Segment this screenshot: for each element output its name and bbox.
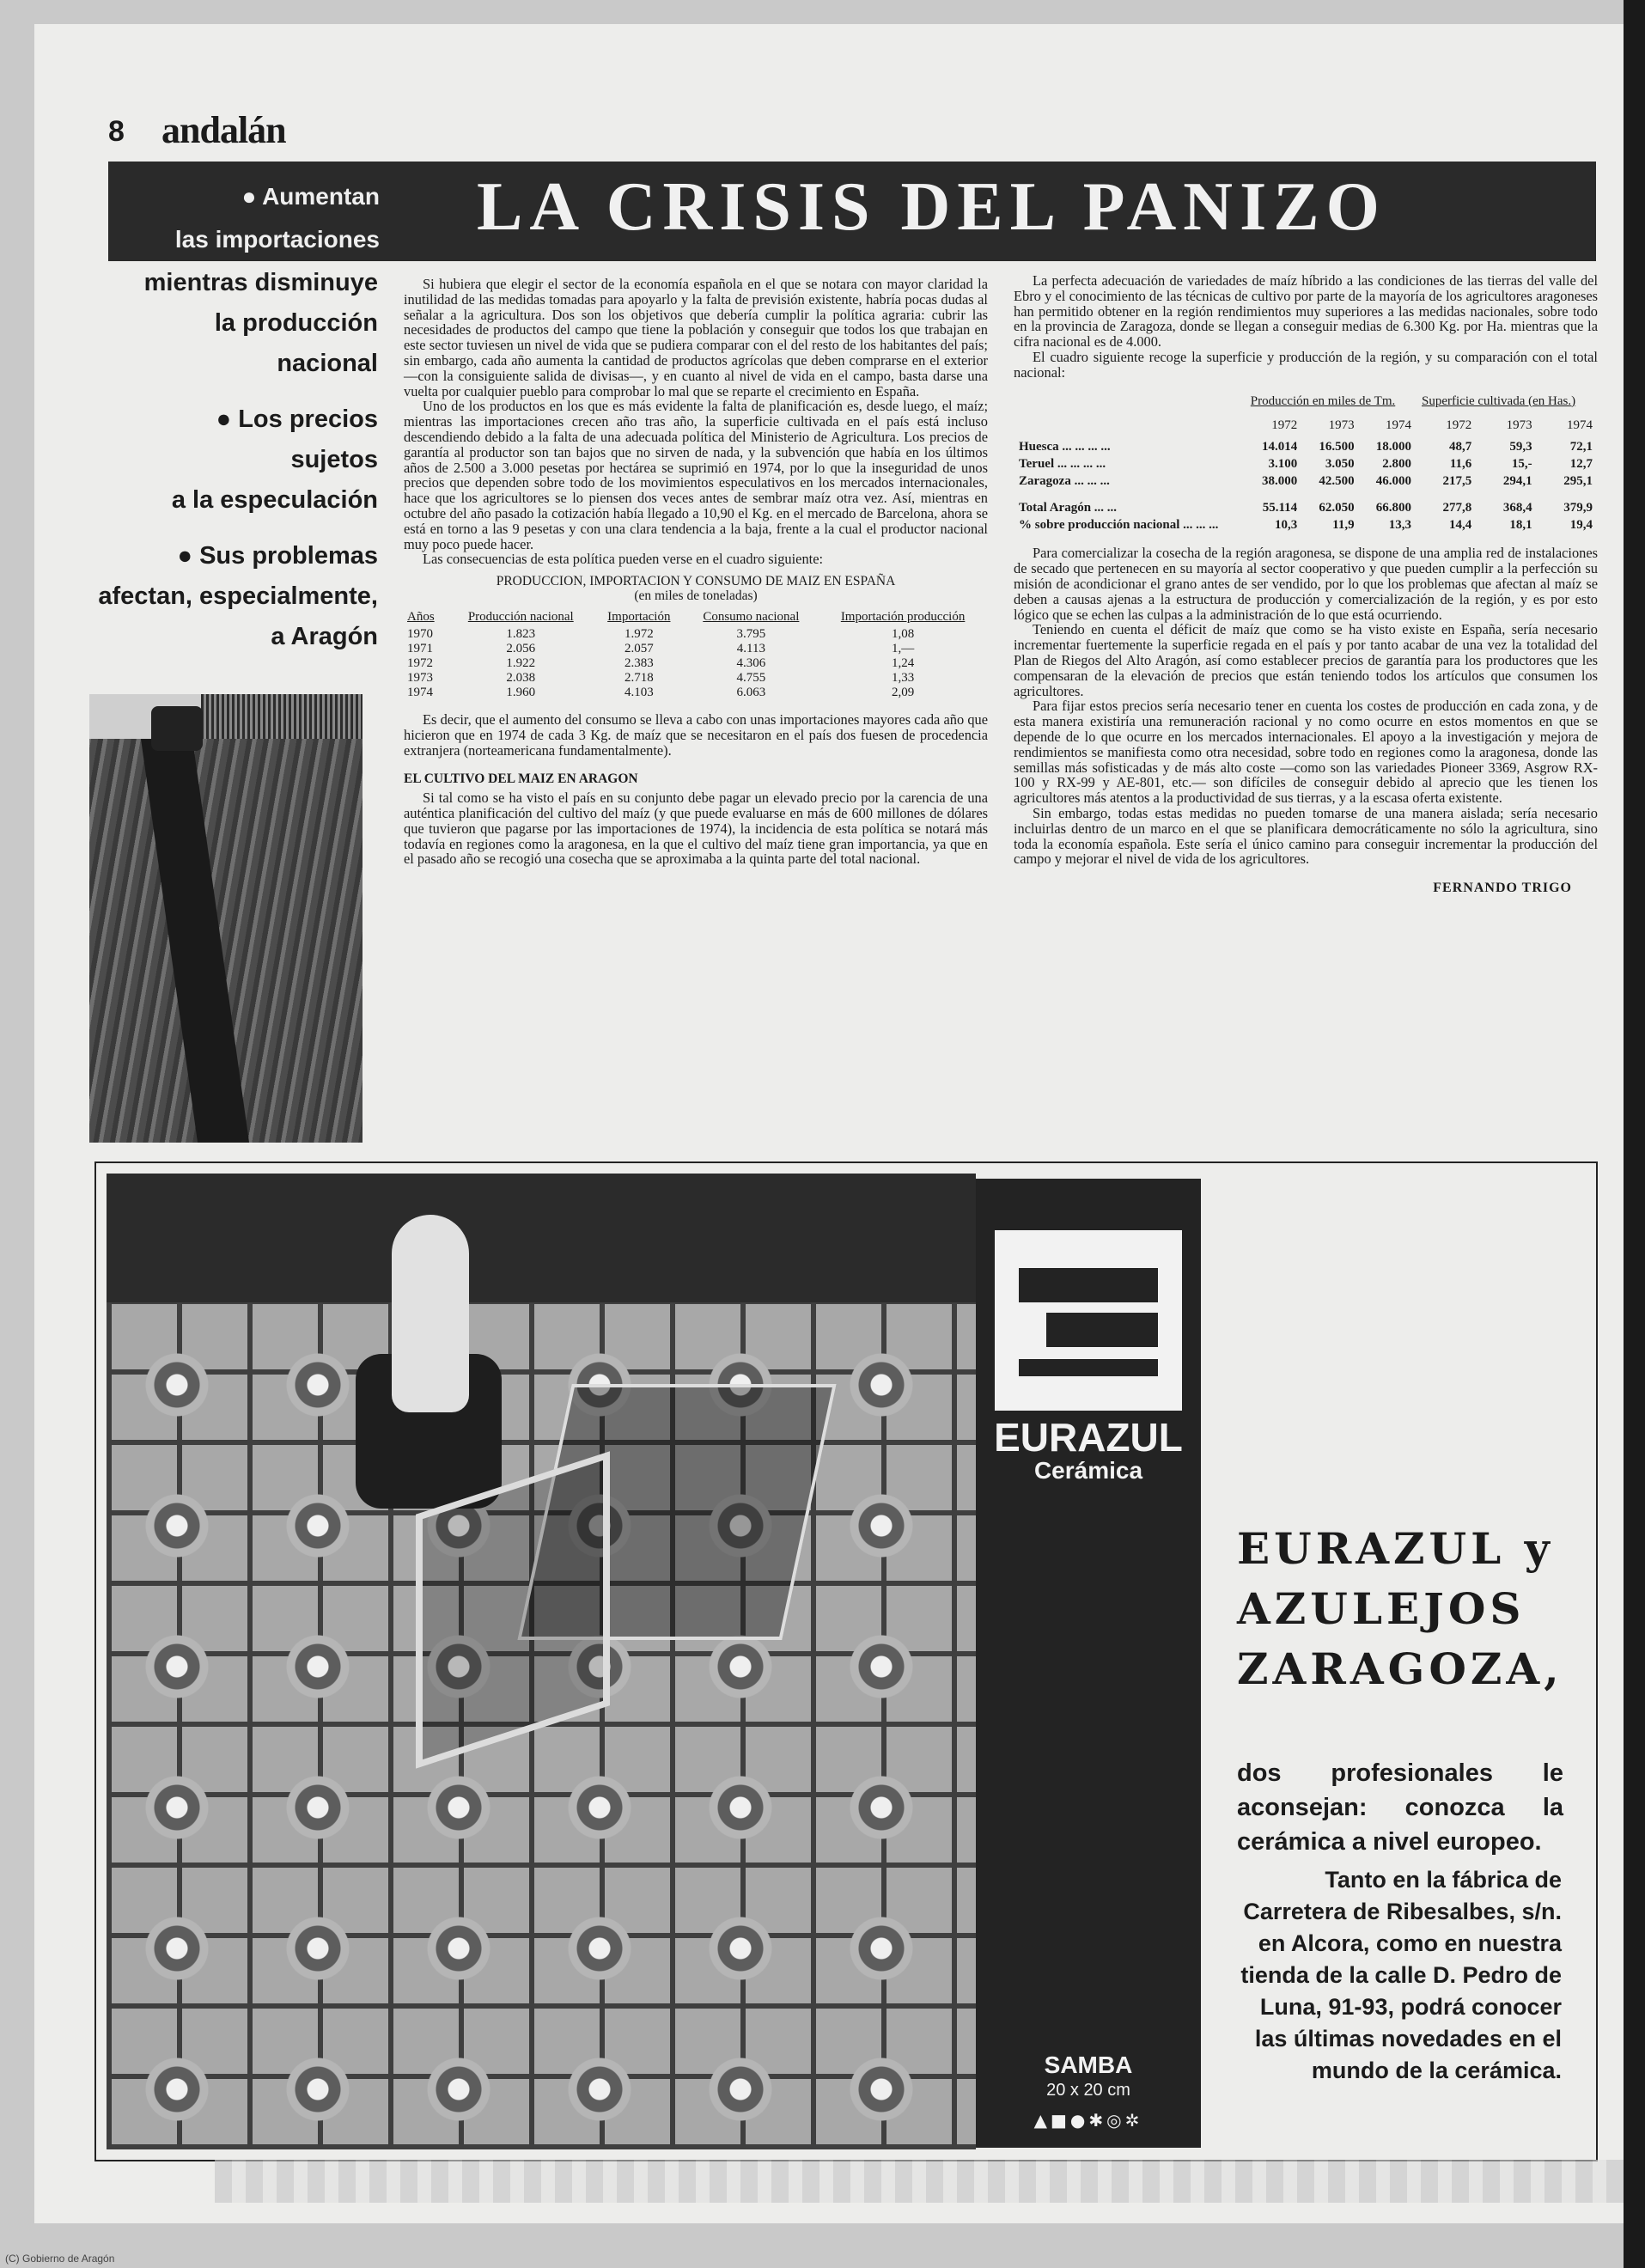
table1-header: Consumo nacional <box>703 610 800 625</box>
table-row: % sobre producción nacional ... ... ... 10,3 11,9 13,3 14,4 18,1 19,4 <box>1019 518 1593 533</box>
credit-line: (C) Gobierno de Aragón <box>5 2253 115 2265</box>
kicker-line-2: las importaciones <box>174 226 380 253</box>
article-title: LA CRISIS DEL PANIZO <box>477 169 1386 245</box>
ad-headline <box>1237 1519 1589 1699</box>
masthead: andalán <box>161 109 286 151</box>
sidebar-line: a Aragón <box>271 623 378 650</box>
paragraph: Para comercializar la cosecha de la región aragonesa, se dispone de una amplia red de instalaciones de secado que pertenecen en su mayoría al sector cooperativo y que pueden cumplir a la perfección su misión de acondicionar el grano antes de ser vendido, por lo que los problemas que afectan al maíz se deben a causas ajenas a la estructura de producción y comercialización de la región, y es por esto lógico que se echen las culpas a la administración de lo que está ocurriendo. <box>1014 545 1598 623</box>
article-column-2 <box>1014 273 1598 896</box>
paragraph: Teniendo en cuenta el déficit de maíz que como se ha visto existe en España, sería necesario incrementar fuertemente la superficie regada en el país y por tanto acabar de una vez la totalidad del Plan de Riegos del Alto Aragón, así como establecer precios de garantía para los productores que les compensaran de la elevación de precios que están teniendo todos los artículos que consumen los agricultores. <box>1014 621 1598 699</box>
sidebar-line: nacional <box>277 350 378 377</box>
article-column-1 <box>404 277 988 867</box>
table1-header: Producción nacional <box>467 610 574 625</box>
table-row: 1973 2.038 2.718 4.755 1,33 <box>407 670 915 685</box>
table1-title: PRODUCCION, IMPORTACION Y CONSUMO DE MAIZ EN ESPAÑA <box>496 574 896 589</box>
author-signature: FERNANDO TRIGO <box>1433 881 1572 896</box>
banner-kicker <box>108 175 380 261</box>
sidebar-line: a la especulación <box>171 486 378 514</box>
scan-bleed-strip <box>215 2160 1624 2203</box>
tile-size: 20 x 20 cm <box>1046 2081 1130 2100</box>
paragraph: Uno de los productos en los que es más evidente la falta de planificación es, desde luego, el maíz; mientras las importaciones crecen año tras año, la superficie cultivada en el país está incluso descendiendo debido a la falta de una adecuada política del Ministerio de Agricultura. Los precios de garantía al productor son tan bajos que no sirven de nada, y la subvención que había en los últimos años de 2.500 a 3.000 pesetas por hectárea se suprimió en 1974, por lo que la inseguridad de unos precios que dependen sobre todo de los movimientos especulativos en los mercados internacionales, hace que los agricultores se lo piensen dos veces antes de sembrar maíz otra vez. Así, mientras en octubre del año pasado la cotización había llegado a 10,90 el Kg. en el mercado de Barcelona, ahora se está en torno a las 9 pesetas y con una clara tendencia a la baja, frente a la cual el productor nacional muy poco puede hacer. <box>404 398 988 552</box>
sidebar-line: ● Los precios <box>216 405 378 433</box>
ad-brand-name: EURAZUL <box>994 1415 1183 1460</box>
tile-symbols-icon: ▲■●✱◎✲ <box>1033 2110 1143 2131</box>
sidebar-line: mientras disminuye <box>143 269 378 296</box>
paragraph: Es decir, que el aumento del consumo se lleva a cabo con unas importaciones mayores cada año que hicieron que en 1974 de cada 3 Kg. de maíz que se necesitaron en el país dos fuesen de procedencia extranjera (norteamericana fundamentalmente). <box>404 710 988 759</box>
section-subhead: EL CULTIVO DEL MAIZ EN ARAGON <box>404 771 638 787</box>
page-number: 8 <box>108 115 125 148</box>
sidebar-line: afectan, especialmente, <box>98 582 378 610</box>
sidebar-line: la producción <box>214 309 378 337</box>
table-row: Huesca ... ... ... ... 14.014 16.500 18.000 48,7 59,3 72,1 <box>1019 440 1593 454</box>
tractor-shape <box>151 706 203 751</box>
paragraph: Las consecuencias de esta política pueden verse en el cuadro siguiente: <box>423 551 824 568</box>
table2-group-surface: Superficie cultivada (en Has.) <box>1422 393 1576 408</box>
woman-hair <box>392 1215 469 1412</box>
maize-production-table <box>404 608 988 700</box>
table1-units: (en miles de toneladas) <box>634 588 758 604</box>
ad-brand-sub: Cerámica <box>1033 1457 1143 1484</box>
ad-subline: dos profesionales le aconsejan: conozca la cerámica a nivel europeo. <box>1237 1759 1563 1856</box>
table-row: Teruel ... ... ... ... 3.100 3.050 2.800 11,6 15,- 12,7 <box>1019 457 1593 472</box>
paragraph: El cuadro siguiente recoge la superficie y producción de la región, y su comparación con el total nacional: <box>1014 348 1598 381</box>
table-row: 1972 1.922 2.383 4.306 1,24 <box>407 655 915 670</box>
eurazul-z-logo-icon <box>995 1230 1182 1411</box>
aragon-maize-table <box>1014 393 1598 534</box>
paragraph: Para fijar estos precios sería necesario tener en cuenta los costes de producción en cada zona, y de esta manera existiría una remuneración racional y no como ocurre en estos momentos en que se depende de lo que ocurre en los mercados internacionales. El apoyo a la investigación y mejora de rendimientos se manifiesta como otra necesidad, sobre todo en regiones como la aragonesa, donde las semillas más sofisticadas y de más alto coste —como son las variedades Pioneer 3369, Asgrow RX-100 y RX-99 y AE-801, etc.— son difíciles de conseguir debido al aprecio que les tienen los agricultores más atentos a la productividad de sus tierras, y a la escasa oferta existente. <box>1014 698 1598 807</box>
scan-edge <box>1624 0 1645 2268</box>
ad-headline-line: EURAZUL y <box>1237 1523 1554 1574</box>
paragraph: Si tal como se ha visto el país en su conjunto debe pagar un elevado precio por la carencia de una auténtica planificación del cultivo del maíz (y que puede evaluarse en más de 600 millones de dólares que tuvieron que pagarse por las importaciones de 1974), la incidencia de esta política se notará más todavía en regiones como la aragonesa, en la que el cultivo del maíz tiene gran importancia, ya que en el pasado año se recogió una cosecha que se aproximaba a la quinta parte del total nacional. <box>404 790 988 868</box>
ad-photo-tiled-floor <box>107 1174 976 2149</box>
table1-caption <box>404 574 988 603</box>
ad-body: Tanto en la fábrica de Carretera de Ribesalbes, s/n. en Alcora, como en nuestra tienda de la calle D. Pedro de Luna, 91-93, podrá conocer las últimas novedades en el mundo de la cerámica. <box>1240 1867 1562 2083</box>
sidebar-summary <box>86 263 378 657</box>
sidebar-line: ● Sus problemas <box>177 542 378 570</box>
ad-headline-line: ZARAGOZA, <box>1237 1643 1563 1694</box>
paragraph: Sin embargo, todas estas medidas no pueden tomarse de una manera aislada; sería necesario incluirlas dentro de un marco en el que se planificara democráticamente no sólo la agricultura, sino toda la economía española. Este sería el único camino para conseguir incrementar la producción del campo y mejorar el nivel de vida de los agricultores. <box>1014 804 1598 868</box>
tile-model-name: SAMBA <box>1044 2052 1133 2078</box>
table-row: 1974 1.960 4.103 6.063 2,09 <box>407 685 915 699</box>
ad-brand-strip <box>976 1179 1201 2148</box>
table-row: 1970 1.823 1.972 3.795 1,08 <box>407 626 915 641</box>
sidebar-line: sujetos <box>290 446 378 473</box>
kicker-line-1: ● Aumentan <box>241 183 380 210</box>
table-row: 1971 2.056 2.057 4.113 1,— <box>407 641 915 655</box>
paragraph: Si hubiera que elegir el sector de la economía española en el que se notara con mayor claridad la inutilidad de las medidas tomadas para apoyarlo y la falta de previsión existente, habría pocas dudas al señalar a la agricultura. Dos son los objetivos que debería cumplir la política agraria: cubrir las necesidades de productos del campo que tiene la población y conseguir que todos los que trabajan en este sector tuviesen un nivel de vida que se pudiera comparar con el del resto de los habitantes del país; sin embargo, cada año aumenta la cantidad de productos agrícolas que deben comprarse en el exterior —con la consiguiente salida de divisas—, y en cuanto al nivel de vida en el campo, basta darse una vuelta por cualquier pueblo para comprobar lo mal que se reparte el crecimiento en España. <box>404 276 988 399</box>
table-row: Total Aragón ... ... 55.114 62.050 66.800 277,8 368,4 379,9 <box>1019 501 1593 515</box>
table2-group-production: Producción en miles de Tm. <box>1250 393 1396 408</box>
paragraph: La perfecta adecuación de variedades de maíz híbrido a las condiciones de las tierras del valle del Ebro y el conocimiento de las técnicas de cultivo por parte de la mayoría de los agricultores aragoneses han permitido obtener en la región rendimientos muy superiores a las medidas nacionales, sobre todo en la provincia de Zaragoza, donde se llegan a conseguir medias de 6.300 Kg. por Ha. mientras que la cifra nacional es de 4.000. <box>1014 272 1598 351</box>
table-row: Zaragoza ... ... ... 38.000 42.500 46.000 217,5 294,1 295,1 <box>1019 474 1593 489</box>
table2-year-row: 1972 1973 1974 1972 1973 1974 <box>1271 418 1593 433</box>
table1-header: Importación <box>607 610 671 625</box>
table1-header: Importación producción <box>840 610 966 625</box>
tractor-field-photo <box>89 694 363 1143</box>
ad-headline-line: AZULEJOS <box>1237 1583 1526 1634</box>
table1-header: Años <box>407 610 435 625</box>
